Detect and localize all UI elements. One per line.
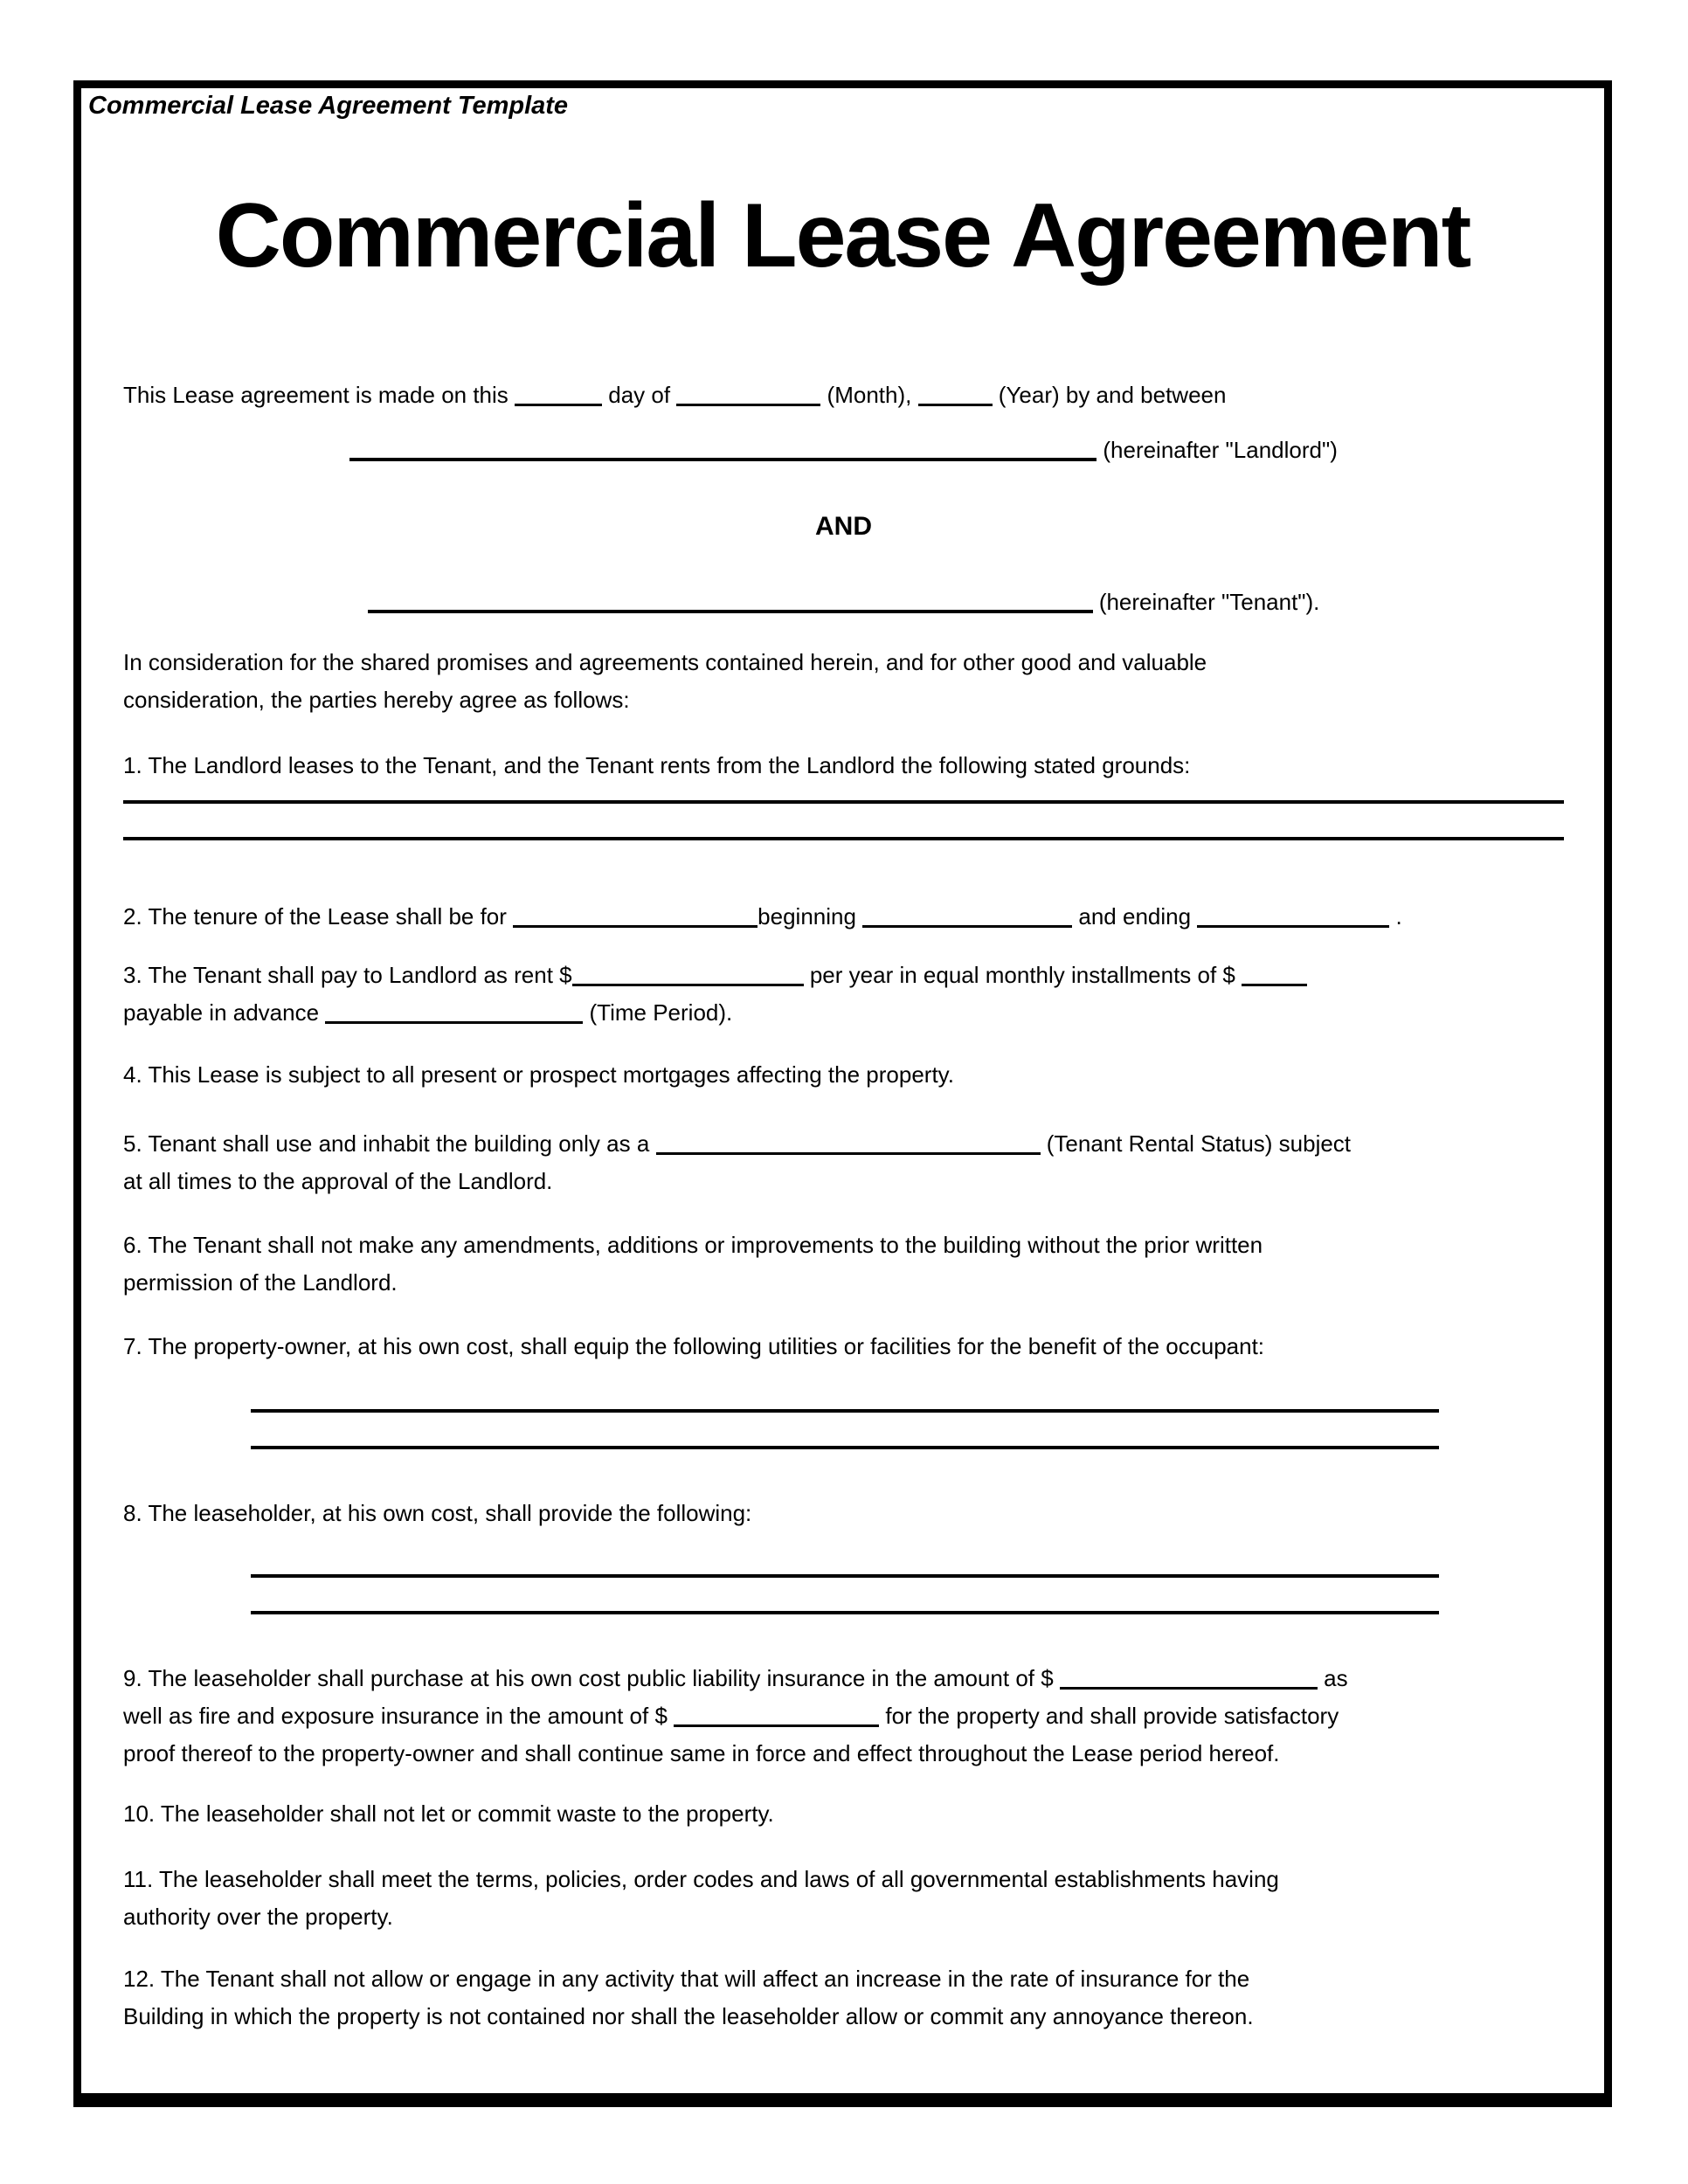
lease-agreement-sheet <box>73 80 1612 2107</box>
blank-field <box>674 1703 879 1727</box>
text-run: 10. The leaseholder shall not let or commit waste to the property. <box>123 1800 774 1827</box>
text-run: 9. The leaseholder shall purchase at his own cost public liability insurance in the amount of $ <box>123 1665 1060 1691</box>
clause-8 <box>123 1495 1564 1532</box>
blank-field <box>676 382 820 406</box>
text-run: (Tenant Rental Status) subject <box>1040 1130 1352 1157</box>
text-run: 2. The tenure of the Lease shall be for <box>123 903 514 930</box>
consideration-clause <box>123 644 1564 719</box>
text-run: 3. The Tenant shall pay to Landlord as rent $ <box>123 962 572 988</box>
document-header-label: Commercial Lease Agreement Template <box>88 92 569 120</box>
text-run: AND <box>815 512 872 541</box>
text-run: 1. The Landlord leases to the Tenant, and the Tenant rents from the Landlord the following stated grounds: <box>123 752 1191 778</box>
tenant-name-line <box>123 584 1564 621</box>
text-run: proof thereof to the property-owner and shall continue same in force and effect throughout the Lease period hereof. <box>123 1740 1280 1766</box>
clause-3 <box>123 957 1564 1032</box>
and-separator <box>123 508 1564 545</box>
blank-field <box>656 1130 1041 1155</box>
clause-7 <box>123 1328 1564 1365</box>
document-body <box>123 293 1564 2035</box>
blank-field <box>862 903 1072 928</box>
text-run: beginning <box>758 903 863 930</box>
text-run: (Time Period). <box>583 999 733 1026</box>
text-run: per year in equal monthly installments of $ <box>803 962 1242 988</box>
text-run: . <box>1389 903 1402 930</box>
text-run: In consideration for the shared promises and agreements contained herein, and for other good and valuable <box>123 649 1207 675</box>
text-run: 11. The leaseholder shall meet the terms, policies, order codes and laws of all governmental establishments having <box>123 1866 1279 1892</box>
clause-11 <box>123 1861 1564 1936</box>
utilities-line-2 <box>251 1446 1439 1449</box>
blank-field <box>513 903 758 928</box>
text-run: Building in which the property is not contained nor shall the leaseholder allow or commit any annoyance thereon. <box>123 2003 1254 2029</box>
clause-12 <box>123 1960 1564 2035</box>
text-run: well as fire and exposure insurance in the amount of $ <box>123 1703 675 1729</box>
blank-field <box>349 436 1097 461</box>
provisions-line-1 <box>251 1574 1439 1578</box>
clause-5 <box>123 1125 1564 1200</box>
text-run: (hereinafter "Landlord") <box>1097 437 1338 463</box>
text-run: permission of the Landlord. <box>123 1269 398 1296</box>
text-run: at all times to the approval of the Landlord. <box>123 1168 553 1194</box>
utilities-line-1 <box>251 1409 1439 1413</box>
blank-field <box>325 999 583 1024</box>
text-run: authority over the property. <box>123 1904 393 1930</box>
clause-10 <box>123 1795 1564 1833</box>
landlord-name-line <box>123 432 1564 469</box>
text-run: for the property and shall provide satisfactory <box>879 1703 1339 1729</box>
grounds-line-1 <box>123 800 1564 804</box>
grounds-line-2 <box>123 837 1564 840</box>
blank-field <box>1060 1665 1318 1690</box>
blank-field <box>1242 962 1307 986</box>
text-run: 4. This Lease is subject to all present or prospect mortgages affecting the property. <box>123 1061 954 1088</box>
intro-paragraph <box>123 377 1564 414</box>
provisions-line-2 <box>251 1611 1439 1614</box>
clause-1 <box>123 747 1564 784</box>
blank-field <box>1197 903 1389 928</box>
text-run: (hereinafter "Tenant"). <box>1092 589 1320 615</box>
text-run: and ending <box>1072 903 1198 930</box>
text-run: payable in advance <box>123 999 326 1026</box>
text-run: This Lease agreement is made on this <box>123 382 515 408</box>
text-run: 6. The Tenant shall not make any amendments, additions or improvements to the building without the prior written <box>123 1232 1263 1258</box>
text-run: consideration, the parties hereby agree as follows: <box>123 687 630 713</box>
blank-field <box>368 588 1093 613</box>
text-run: as <box>1317 1665 1348 1691</box>
text-run: (Month), <box>820 382 918 408</box>
clause-9 <box>123 1660 1564 1773</box>
clause-2 <box>123 898 1564 936</box>
text-run: (Year) by and between <box>992 382 1227 408</box>
page-title: Commercial Lease Agreement <box>215 185 1470 287</box>
blank-field <box>918 382 993 406</box>
text-run: 12. The Tenant shall not allow or engage in any activity that will affect an increase in the rate of insurance for the <box>123 1966 1250 1992</box>
clause-4 <box>123 1056 1564 1094</box>
clause-6 <box>123 1227 1564 1302</box>
text-run: 7. The property-owner, at his own cost, shall equip the following utilities or facilities for the benefit of the occupant: <box>123 1333 1265 1359</box>
text-run: 8. The leaseholder, at his own cost, shall provide the following: <box>123 1500 752 1526</box>
text-run: day of <box>602 382 677 408</box>
blank-field <box>515 382 602 406</box>
blank-field <box>572 962 804 986</box>
text-run: 5. Tenant shall use and inhabit the building only as a <box>123 1130 656 1157</box>
